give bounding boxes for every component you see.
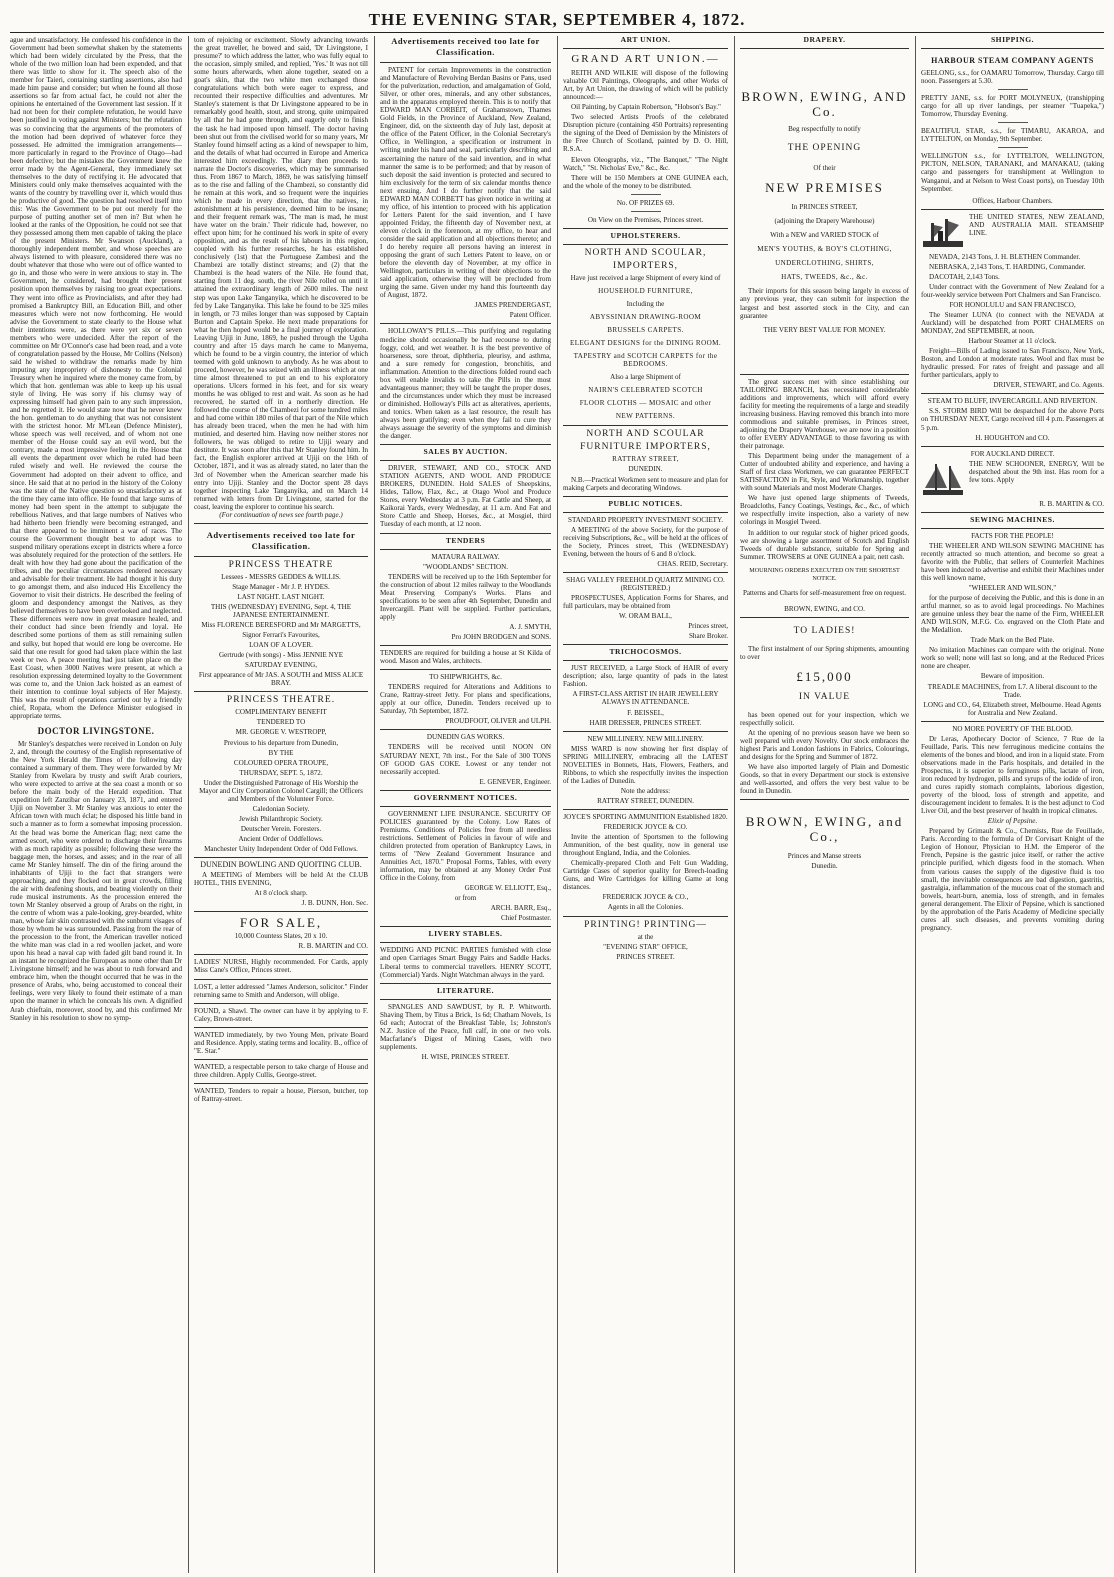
steamship-icon [921,213,965,253]
shipping-notice: WELLINGTON s.s., for LYTTELTON, WELLINGTON, PICTON, NELSON, TARANAKI, and MANAKAU, (taking cargo and passengers for transhipment at Wellington to Wanganui, and at Nelson to West Coast ports), on Tuesday 10th September. [921,152,1104,193]
shag-valley-ad: SHAG VALLEY FREEHOLD QUARTZ MINING CO. (REGISTERED.) PROSPECTUSES, Application Forms for Shares, and full particulars, may be obtained from W. ORAM BALL, Princes street, Share Broker. [563,575,728,641]
mataura-railway-ad: MATAURA RAILWAY. "WOODLANDS" SECTION. TENDERS will be received up to the 16th September for the construction of about 12 miles railway to the Woodlands Meat Preserving Company's Works. Plans and specifications to be seen after 4th September, Dunedin and Invercargill. Plant will be supplied. Further particulars, apply A. J. SMYTH, Pro JOHN BRODGEN and SONS. [380,552,551,641]
printing-ad: PRINTING! PRINTING— at the "EVENING STAR" OFFICE, PRINCES STREET. [584,919,707,961]
column-4 [563,36,728,1573]
continued-note: (For continuation of news see fourth page.) [219,510,343,519]
holloway-pills-ad: HOLLOWAY'S PILLS.—This purifying and regulating medicine should occasionally be had recourse to during foggy, cold, and wet weather. It is the best preventive of hoarseness, sore throat, diphtheria, pleurisy, and asthma, and a sure remedy for congestion, bronchitis, and inflammation. Attention to the directions folded round each box will enable invalids to take the Pills in the most advantageous manner; they will be taught the proper doses, and the circumstances under which they must be increased or diminished. Holloway's Pills act as alteratives, aperients, and tonics. When taken as a last resource, the result has always been gratifying; even when they fail to cure they always assuage the severity of the symptoms and diminish the danger. [380,327,551,441]
section-heading: DRAPERY. [803,36,846,44]
bluff-ad: STEAM TO BLUFF, INVERCARGILL AND RIVERTON. S.S. STORM BIRD Will be despatched for the above Ports on THURSDAY NEXT, Cargo received till 4 p.m. Passengers at 5 p.m. H. HOUGHTON and CO. [921,397,1104,442]
standard-property-ad: STANDARD PROPERTY INVESTMENT SOCIETY. A MEETING of the above Society, for the purpose of receiving Subscriptions, &c., will be held at the offices of the Society, Princes street, This (WEDNESDAY) Evening, between the hours of 6 and 8 o'clock. CHAS. REID, Secretary. [563,515,728,568]
section-heading: GOVERNMENT NOTICES. [413,792,518,802]
joyce-ammunition-ad: JOYCE'S SPORTING AMMUNITION Established 1820. FREDERICK JOYCE & CO. Invite the attention of Sportsmen to the following Ammunition, of the best quality, now in general use throughout England, India, and the Colonies. Chemically-prepared Cloth and Felt Gun Wadding, Cartridge Cases of superior quality for Breech-loading Guns, and Wire Cartridges for killing Game at long distances. FREDERICK JOYCE & CO., Agents in all the Colonies. [563,813,728,912]
benefit-ad: PRINCESS THEATRE. COMPLIMENTARY BENEFIT TENDERED TO MR. GEORGE V. WESTROPP, Previous to his departure from Dunedin, BY THE COLOURED OPERA TROUPE, THURSDAY, SEPT. 5, 1872. Under the Distinguished Patronage of His Worship the Mayor and City Corporation Colonel Cargill; the Officers and Members of the Volunteer Force. Caledonian Society. Jewish Philanthropic Society. Deutscher Verein. Foresters. Ancient Order of Oddfellows. Manchester Unity Independent Order of Odd Fellows. [194,695,368,853]
column-2 [194,36,368,1573]
section-heading: SEWING MACHINES. [970,514,1055,524]
schooner-icon [921,460,965,500]
small-ad: WANTED, a respectable person to take charge of House and three children. Apply Cullis, George-street. [194,1062,368,1079]
auction-ad: DRIVER, STEWART, AND CO., STOCK AND STATION AGENTS, AND WOOL AND PRODUCE BROKERS, DUNEDIN. Hold SALES of Sheepskins, Hides, Tallow, Flax, &c., at Otago Wool and Produce Stores, every Wednesday at 3 p.m. Fat Cattle and Sheep, at Kaikorai Yards, every Wednesday, at 11 a.m. And Fat and Store Cattle and Sheep, Horses, &c., at Mosgiel, third Tuesday of each month, at 12 noon. [380,464,551,529]
small-ad: WANTED, Tenders to repair a house, Pierson, butcher, top of Rattray-street. [194,1086,368,1103]
ad-title: PRINCESS THEATRE. [226,695,336,706]
small-ad: WANTED immediately, by two Young Men, private Board and Residence. Apply, stating terms and locality. B., office of "E. Star." [194,1030,368,1055]
mail-line-ad: THE UNITED STATES, NEW ZEALAND, AND AUSTRALIA MAIL STEAMSHIP LINE. NEVADA, 2143 Tons, J. H. BLETHEN Commander. NEBRASKA, 2,143 Tons, T. HARDING, Commander. DACOTAH, 2,143 Tons. Under contract with the Government of New Zealand for a four-weekly service between Port Chalmers and San Francisco. FOR HONOLULU and SAN FRANCISCO, The Steamer LUNA (to connect with the NEVADA at Auckland) will be despatched from PORT CHALMERS on MONDAY, 2nd SEPTEMBER, at noon. Harbour Steamer at 11 o'clock. Freight—Bills of Lading issued to San Francisco, New York, Boston, and London at moderate rates. Wool and flax must be hydraulic pressed. For rates of freight and passage and all further particulars, apply to DRIVER, STEWART, and Co. Agents. [921,212,1104,390]
columns [10,36,1104,1573]
auckland-ad: FOR AUCKLAND DIRECT. THE NEW SCHOONER, ENERGY, Will be despatched about the 9th inst. Has room for a few tons. Apply R. B. MARTIN & CO. [921,450,1104,508]
column-1 [10,36,182,1573]
column-rule [188,36,189,1573]
for-sale-ad: FOR SALE, 10,000 Countess Slates, 20 x 10. R. B. MARTIN and CO. [234,915,368,951]
livingstone-continued: tom of rejoicing or excitement. Slowly advancing towards the great traveller, he bowed and said, 'Dr Livingstone, I presume?' to which address the latter, who was fully equal to the occasion, simply smiled, and replied, 'Yes.' It was not till some hours afterwards, when alone together, seated on a goat's skin, that the two white men exchanged those congratulations which both were eager to express, and recounted their respective difficulties and adventures. Mr Stanley's statement is that Dr Livingstone appeared to be in remarkably good health, stout, and strong, quite unimpaired by all that he had gone through, and eagerly only to finish the task he had imposed upon himself. The doctor having been shut out from the civilised world for so many years, Mr Stanley found himself acting as a kind of newspaper to him, and the details of what had occurred in Europe and America interested him exceedingly. The diary then proceeds to narrate the Doctor's discoveries, which may be summarised thus. From 1867 to March, 1869, he was satisfying himself as to the rise and falling of the Chambezi, so constantly did he remain at this work, and so frequent were the inquiries which he made in every direction, that the natives, in astonishment at his persistence, deemed him to be insane; and their frequent remark was, 'The man is mad, he must have water on the brain.' Their ridicule had, however, no effect upon him; for he continued his work in spite of every opposition, and as the result of his labours in this region, coupled with his further researches, he has established conclusively (1st) that the Portuguese Zambesi and the Chambezi are totally distinct streams; and (2) that the Chambezi is the head waters of the Nile. He found that, starting from 11 deg. south, the river Nile rolled on until it attained the extraordinary length of 2600 miles. The next step was upon Lake Tanganyika, which he discovered to be fed by Lake Tanganyika. This lake he found to be 325 miles in length, or 73 miles longer than was supposed by Captain Burton and Captain Speke. He next made preparations for what he then hoped would be a final journey of exploration. Leaving Ujiji in June, 1869, he pushed through the Uguha country and after 15 days march he came to Manyema, which he found to be a virgin country, the interior of which teemed with gold unknown to anybody. As he was about to proceed, however, he was seized with an illness which at one time almost threatened to put an end to his exploratory operations. Ulcers formed in his feet, and for six weary months he was obliged to rest and wait. As soon as he had recovered, he started off in a northerly direction. He followed the course of the Chambezi for some hundred miles and had come within 180 miles of that part of the Nile which has already been traced, when the men he had with him mutinied, and deserted him. Having now neither stores nor followers, he was obliged to retire to Ujiji weary and destitute. It was soon after this that Mr Stanley found him. In fact, the English explorer arrived at Ujiji on the 16th of October, 1871, and it was as already stated, no later than the 3rd of November when the American searcher made his entry into Ujiji. Stanley and the Doctor spent 28 days together inspecting Lake Tanganyika, and on March 14 returned with letters from Dr Livingstone, started for the coast, leaving the explorer to continue his search. [194,36,368,511]
late-ads-heading: Advertisements received too late for Classification. [391,36,540,57]
column-rule [915,36,916,1573]
article-body: ague and unsatisfactory. He confessed his confidence in the Government had been somewhat shaken by the statements which had been widely circulated by the Press, that the whole of the two million loan had been expended, and that there was little to show for it. The speech also of the member for Taieri, containing startling assertions, also had made him pause and consider; but when he found all those assertions so far from actual fact, he could not alter the opinions he entertained of the Government last session. If it had not been for their complete refutation, he would have been justified in voting against Ministers; but the refutation was so convincing that the arguments of the promoters of the motion had been deprived of whatever force they possessed. He admitted the immigration arrangements—more particularly in regard to the Province of Otago—had been defective; but the mistakes the Government knew the error made by the Agent-General, they immediately set themselves to the duty of rectifying it. He advocated that Ministers could only make themselves acquainted with the wants of the country by travelling over it, which would thus be productive of good. The question had resolved itself into this: Was the Government to be put out merely for the purpose of putting another set of men in? But when he looked at the ranks of the Opposition, he could not see that they possessed among them men capable of taking the place of the present Ministers. Mr Swanson (Auckland), a thoroughly independent member, and whose speeches are always listened to with pleasure, considered there was no doubt whatever that those who were out of office wanted to go in, and those who were in were anxious to stay in. The Government, he considered, had brought their present position upon themselves by raising too great expectations. They went into office as Provincialists, and after they had promised a Bankruptcy Bill, an Education Bill, and other measures which were not now forthcoming. He would advise the Government to state clearly to the House what their intentions were, as there were yet six or seven members who were undecided. After the report of the committee on Mr O'Connor's case had been read, and a vote of congratulation passed by the House, Mr Collins (Nelson) said he wished to withdraw the remarks made by him imputing any impropriety of dishonesty to the Colonial Treasury when he inquired where the money came from, by which that hon. gentleman was able to keep up his usual style of living. He was sorry if his clumsy way of expressing himself had given pain to any such impression, and he regretted it. He would state now that he never knew the hon. gentleman to do anything that was not consistent with the strictest honor. Mr M'Lean (Defence Minister), whose speech was well received, and of whom not one member of the House could say an evil word, but the contrary, made a most impressive feeling in the House that all events the department over which he ruled had been ruled wisely and well. He reviewed the course the Government had adopted on their advent to office, and since. He said that at no period in the history of the Colony was the state of the Native question so unsatisfactory as at the time they came into office. He found that large sums of money had been spent in the attempt to subjugate the rebellious Natives, and that large numbers of Natives who had hitherto been friendly were becoming estranged, and that there appeared to be imminent a war of races. The course the Government thought best to adopt was to suspend military operations except in districts where a force was absolutely required for the protection of the settlers. He dealt with how they had gone about the pacification of the tribes, and the peculiar circumstances rendered necessary and advisable for their treatment. He had thought it his duty to go amongst them, and also induced His Excellency the Governor to visit their districts. He described the feeling of gloom and despondency amongst the Natives, as they believed themselves to have been overlooked and neglected. These differences were now in great measure healed, and their conduct had since been friendly and loyal. He described some portions of them as still remaining sullen and sulky, but hoped that would ere long be overcome. He said that one result for good had taken place within the last week or two. A peace meeting had just taken place on the East Coast, when 3000 Natives were present, at which a resolution expressing determined loyalty to the Government was come to, and the Union Jack hoisted as an earnest of their intention to continue loyal subjects of Her Majesty. This was the result of operations carried out by a friendly chief, Ropata, whom the Defence Minister eulogised in appropriate terms. [10,36,182,720]
section-heading: LITERATURE. [436,985,495,995]
shipping-notice: GEELONG, s.s., for OAMARU Tomorrow, Thursday. Cargo till noon. Passengers at 5.30. [921,69,1104,86]
column-rule [557,36,558,1573]
tailoring-ad: The great success met with since establishing our TAILORING BRANCH, has necessitated considerable additions and improvements, which will afford every facility for meeting the requirements of a large and steadily increasing business. Having removed this branch into more commodious and suitable premises, in Princes street, adjoining the Drapery Warehouse, we are now in a position to offer EVERY ADVANTAGE to those favoring us with their patronage. This Department being under the management of a Cutter of undoubted ability and experience, and having a Staff of first class Workmen, we can guarantee PERFECT SATISFACTION in Fit, Style, and Workmanship, together with sound Materials and most Moderate Charges. We have just opened large shipments of Tweeds, Broadcloths, Fancy Coatings, Vestings, &c., &c., of which we respectfully invite inspection, also a variety of new colorings in Mosgiel Tweed. In addition to our regular stock of higher priced goods, we are showing a large assortment of Scotch and English Tweeds of durable substance, suitable for Spring and Summer. TROWSERS at ONE GUINEA a pair, nett cash. MOURNING ORDERS EXECUTED ON THE SHORTEST NOTICE. Patterns and Charts for self-measurement free on request. BROWN, EWING, and CO. [740,377,909,613]
patent-notice: PATENT for certain Improvements in the construction and Manufacture of Revolving Berdan Basins or Pans, used for the pulverization, reduction, and amalgamation of Gold, Silver, or other ores, minerals, and any other substances, and in the apparatus employed therein. This is to notify that EDWARD MAN CORBEIT, of Grahamstown, Thames Gold Fields, in the Province of Auckland, New Zealand, Engineer, did, on the sixteenth day of July last, deposit at the office of the Patent Officer, in the Colonial Secretary's Office, in Wellington, a specification or instrument in writing under his hand and seal, particularly describing and ascertaining the nature of the said invention, and in what manner the same is to be performed; and that by reason of such deposit the said invention is protected and secured to him exclusively for the term of six calendar months thence next ensuing. And I do further notify that the said EDWARD MAN CORBETT has given notice in writing at my office, of his intention to proceed with his application for Letters Patent for the said invention, and I have appointed Friday, the fifteenth day of November next, at eleven o'clock in the forenoon, at my office, to hear and consider the said application and all objections thereto; and I do hereby require all persons having an interest in opposing the grant of such Letters Patent to leave, on or before the eleventh day of November, at my office in Wellington, particulars in writing of their objections to the said application, otherwise they will be precluded from urging the same. Given under my hand this fourteenth day of August, 1872. JAMES PRENDERGAST, Patent Officer. [380,66,551,320]
princess-theatre-ad: PRINCESS THEATRE Lessees - MESSRS GEDDES & WILLIS. Stage Manager - Mr J. P. HYDES. LAST NIGHT. LAST NIGHT. THIS (WEDNESDAY) EVENING, Sept. 4, THE JAPANESE ENTERTAINMENT. Miss FLORENCE BERESFORD and Mr MARGETTS, Signor Ferrari's Favourites, LOAN OF A LOVER. Gertrude (with songs) - Miss JENNIE NYE SATURDAY EVENING, First appearance of Mr JAS. A SOUTH and MISS ALICE BRAY. [194,560,368,688]
small-ad: LOST, a letter addressed "James Anderson, solicitor." Finder returning same to Smith and Anderson, will oblige. [194,982,368,999]
livingstone-heading: DOCTOR LIVINGSTONE. [37,725,155,736]
column-rule [734,36,735,1573]
to-ladies-ad: TO LADIES! The first instalment of our Spring shipments, amounting to over £15,000 IN VALUE has been opened out for your inspection, which we respectfully solicit. At the opening of no previous season have we been so well prepared with every Novelty. Our stock embraces the highest Paris and London fashions in Fabrics, Colourings, and designs for the Spring and Summer of 1872. We have also imported largely of Plain and Domestic Goods, so that in every Department our stock is extensive and well-assorted, and offers the very best value to be found in Dunedin. [740,625,909,796]
late-ads-heading: Advertisements received too late for Classification. [206,529,356,551]
section-heading: UPHOLSTERERS. [610,230,681,240]
section-heading: TENDERS [445,535,486,545]
shipwrights-ad: TO SHIPWRIGHTS, &c. TENDERS required for Alterations and Additions to Crane, Rattray-street Jetty. For plans and specifications, apply at our office, Dunedin. Tenders received up to Saturday, 7th September, 1872. PROUDFOOT, OLIVER and ULPH. [380,673,551,726]
hair-ad: JUST RECEIVED, a Large Stock of HAIR of every description; also, large quantity of pads in the latest Fashion. A FIRST-CLASS ARTIST IN HAIR JEWELLERY ALWAYS IN ATTENDANCE. F. BEISSEL, HAIR DRESSER, PRINCES STREET. [563,664,728,727]
column-3 [380,36,551,1573]
gas-works-ad: DUNEDIN GAS WORKS. TENDERS will be received until NOON ON SATURDAY NEXT, 7th inst., For the Sale of 300 TONS OF GOOD GAS COKE. Lowest or any tender not necessarily accepted. E. GENEVER, Engineer. [380,733,551,786]
section-heading: LIVERY STABLES. [428,929,503,939]
poverty-blood-ad: NO MORE POVERTY OF THE BLOOD. Dr Leras, Apothecary Doctor of Science, 7 Rue de la Feuillade, Paris. This new ferruginous medicine contains the elements of the bones and blood, and iron in a liquid state. From observations made in the Paris hospitals, and detailed in the Prospectus, it is superior to ferruginous pills, lactate of iron, iron reduced by hydrogen, pills and syrups of the iodide of iron, and cures rapidly stomach complaints, laborious digestion, poverty of the blood, loss of strength and appetite, and discouragement incident to females. It is the best adjunct to Cod Liver Oil, and the best preserver of health in tropical climates. Elixir of Pepsine. Prepared by Grimault & Co., Chemists, Rue de Feuillade, Paris. According to the formula of Dr Corvisart Knight of the Legion of Honour, Physician to H.M. the Emperor of the French, Pepsine is the gastric juice itself, or rather the active principle purified, which digests food in the stomach. When from various causes the supply of the digestive fluid is too small, the inevitable consequences are bad digestion, gastritis, gastralgia, inflammation of the mucous coat of the stomach and bowels, heart-burn, anemia, loss of strength, and in females general derangement. The Elixir of Pepsine, which is sanctioned by the approbation of the Paris Academy of Medicine specially cures all such diseases, and prevents vomiting during pregnancy. [921,724,1104,932]
north-scoular-furniture-ad: NORTH AND SCOULAR FURNITURE IMPORTERS, RATTRAY STREET, DUNEDIN. N.B.—Practical Workmen sent to measure and plan for making Carpets and decorating Windows. [563,429,728,492]
small-ad: LADIES' NURSE, Highly recommended. For Cards, apply Miss Cane's Office, Princes street. [194,958,368,975]
north-scoular-ad: NORTH AND SCOULAR, IMPORTERS, Have just received a large Shipment of every kind of HOUSEHOLD FURNITURE, Including the ABYSSINIAN DRAWING-ROOM BRUSSELS CARPETS. ELEGANT DESIGNS for the DINING ROOM. TAPESTRY and SCOTCH CARPETS for the BEDROOMS. Also a large Shipment of NAIRN'S CELEBRATED SCOTCH FLOOR CLOTHS — MOSAIC and other NEW PATTERNS. [569,247,721,421]
tender-ad: TENDERS are required for building a house at St Kilda of wood. Mason and Wales, architects. [380,649,551,666]
masthead: THE EVENING STAR, SEPTEMBER 4, 1872. [10,8,1104,33]
brown-ewing-ad: BROWN, EWING, AND Co. Beg respectfully to notify THE OPENING Of their NEW PREMISES In PRINCES STREET, (adjoining the Drapery Warehouse) With a NEW and VARIED STOCK of MEN'S YOUTHS, & BOY'S CLOTHING, UNDERCLOTHING, SHIRTS, HATS, TWEEDS, &c., &c. Their imports for this season being largely in excess of any previous year, they can submit for inspection the largest and best assorted stock in the City, and can guarantee THE VERY BEST VALUE FOR MONEY. [740,89,909,334]
section-heading: TRICHOCOSMOS. [609,647,682,657]
section-heading: SALES BY AUCTION. [423,447,508,457]
column-6 [921,36,1104,1573]
section-heading: ART UNION. [620,36,671,44]
shipping-notice: PRETTY JANE, s.s. for PORT MOLYNEUX, (transhipping cargo for all up river landings, per steamer "Tuapeka,") Tomorrow, Thursday Evening. [921,94,1104,119]
livery-ad: WEDDING AND PICNIC PARTIES furnished with close and open Carriages Smart Buggy Pairs and Saddle Hacks. Liberal terms to commercial travellers. HENRY SCOTT, (Commercial) Yards. Night Watchman always in the yard. [380,946,551,979]
section-heading: SHIPPING. [990,36,1035,44]
shipping-notice: BEAUTIFUL STAR, s.s., for TIMARU, AKAROA, and LYTTELTON, on Monday, 9th September. [921,127,1104,144]
govt-insurance-ad: GOVERNMENT LIFE INSURANCE. SECURITY OF POLICIES guaranteed by the Colony. Low Rates of Premiums. Conditions of Policies free from all needless restrictions. Settlement of Policies in favour of wife and children protected from operation of Bankruptcy Laws, in terms of "New Zealand Government Insurance and Annuities Act, 1870." Proposal Forms, Tables, with every information, may be obtained at any Money Order Post Office in the Colony, from GEORGE W. ELLIOTT, Esq., or from ARCH. BARR, Esq., Chief Postmaster. [380,809,551,923]
harbour-company-heading: HARBOUR STEAM COMPANY AGENTS [931,56,1094,66]
bowling-club-ad: DUNEDIN BOWLING AND QUOITING CLUB. A MEETING of Members will be held At the CLUB HOTEL, THIS EVENING, At 8 o'clock sharp. J. B. DUNN, Hon. Sec. [194,860,368,908]
column-rule [374,36,375,1573]
small-ad: FOUND, a Shawl. The owner can have it by applying to F. Caley, Brown-street. [194,1006,368,1023]
column-5 [740,36,909,1573]
parliament-article [10,36,182,720]
section-heading: PUBLIC NOTICES. [608,498,683,508]
ad-title: PRINCESS THEATRE [228,559,334,570]
livingstone-body: Mr Stanley's despatches were received in London on July 2, and, through the courtesy of the English representative of the New York Herald the Times of the following day contained a summary of them. They were forwarded by Mr Stanley from Kwelara by trusty and swift Arab couriers, who were expected to arrive at the sea coast a month or so before the main body of the Herald expedition. That expedition left Zanzibar on January 23, 1871, and entered Ujiji on November 3. Mr Stanley was anxious to enter the African town with much éclat; he disposed his little band in such a manner as to form a somewhat imposing procession. At the head was borne the American flag; next came the armed escort, who were ordered to discharge their firearms with as much rapidity as possible; following these were the baggage men, the horses, and asses; and in the rear of all came Mr Stanley himself. The din of the firing around the inhabitants of Ujiji to the fact that strangers were approaching, and they flocked out in great crowds, filling the air with deafening shouts, and beating violently on their rude musical instruments. As the procession entered the town Mr Stanley observed a group of Arabs on the right, in the centre of whom was a pale-looking, grey-bearded, white man, whose fair skin contrasted with the sunburnt visages of those by whom he was surrounded. Passing from the rear of the procession to the front, the American traveller noticed the white man was clad in a red woollen jacket, and wore upon his head a naval cap with faded gilt band round it. In an instant he recognized the European as none other than Dr Livingstone himself; and he was about to rush forward and embrace him, when the thought occurred that he was in the presence of Arabs, who, being accustomed to conceal their feelings, were very likely to found their estimate of a man upon the manner in which he conceals his own. A dignified Arab chieftain, moreover, stood by, and this confirmed Mr Stanley in his resolution to show no symp- [10,739,182,1022]
art-union-ad: GRAND ART UNION.— REITH AND WILKIE will dispose of the following valuable Oil Paintings, Oleographs, and other Works of Art, by Art Union, the drawing of which will be publicly announced:— Oil Painting, by Captain Robertson, "Hobson's Bay." Two selected Artists Proofs of the celebrated Disruption picture (containing 450 Portraits) representing the signing of the Deed of Demission by the Ministers of the Free Church of Scotland, painted by D. O. Hill, R.S.A. Eleven Oleographs, viz., "The Banquet," "The Night Watch," "St. Nicholas' Eve," &c., &c. There will be 150 Members at ONE GUINEA each, and the whole of the money to be distributed. No. OF PRIZES 69. On View on the Premises, Princes street. [563,53,728,224]
offices-line: Offices, Harbour Chambers. [972,196,1053,205]
literature-ad: SPANGLES AND SAWDUST, by R. P. Whitworth. Shaving Them, by Titus a Brick, 1s 6d; Chatham Novels, 1s 6d each; Autocrat of the Breakfast Table, 1s; Johnston's N.Z. Justice of the Peace, full calf, in one or two vols. Macfarlane's Digest of Mining Cases, with two supplements. H. WISE, PRINCES STREET. [380,1002,551,1061]
millinery-ad: NEW MILLINERY. NEW MILLINERY. MISS WARD is now showing her first display of SPRING MILLINERY, embracing all the LATEST NOVELTIES in Bonnets, Hats, Flowers, Feathers, and Ribbons, to which she respectfully invites the inspection of the Ladies of Dunedin. Note the address: RATTRAY STREET, DUNEDIN. [563,734,728,805]
brown-ewing-footer-ad: BROWN, EWING, and Co., Princes and Manse streets Dunedin. [745,814,904,871]
wheeler-wilson-ad: FACTS FOR THE PEOPLE! THE WHEELER AND WILSON SEWING MACHINE has recently attracted so much attention, and become so great a favorite with the Public, that sellers of Counterfeit Machines have been induced to advertise and exhibit their Machines under this well known name, "WHEELER AND WILSON," for the purpose of deceiving the Public, and this is done in an artful manner, so as to avoid legal proceedings. No Machines are genuine unless they bear the name of the Firm, WHEELER AND WILSON, M.F.G. Co. engraved on the Cloth Plate and the Medallion. Trade Mark on the Bed Plate. No imitation Machines can compare with the original. None work so well; none will last so long, and at the Reduced Prices none are cheaper. Beware of imposition. TREADLE MACHINES, from L7. A liberal discount to the Trade. LONG and CO., 64, Elizabeth street, Melbourne. Head Agents for Australia and New Zealand. [921,531,1104,717]
